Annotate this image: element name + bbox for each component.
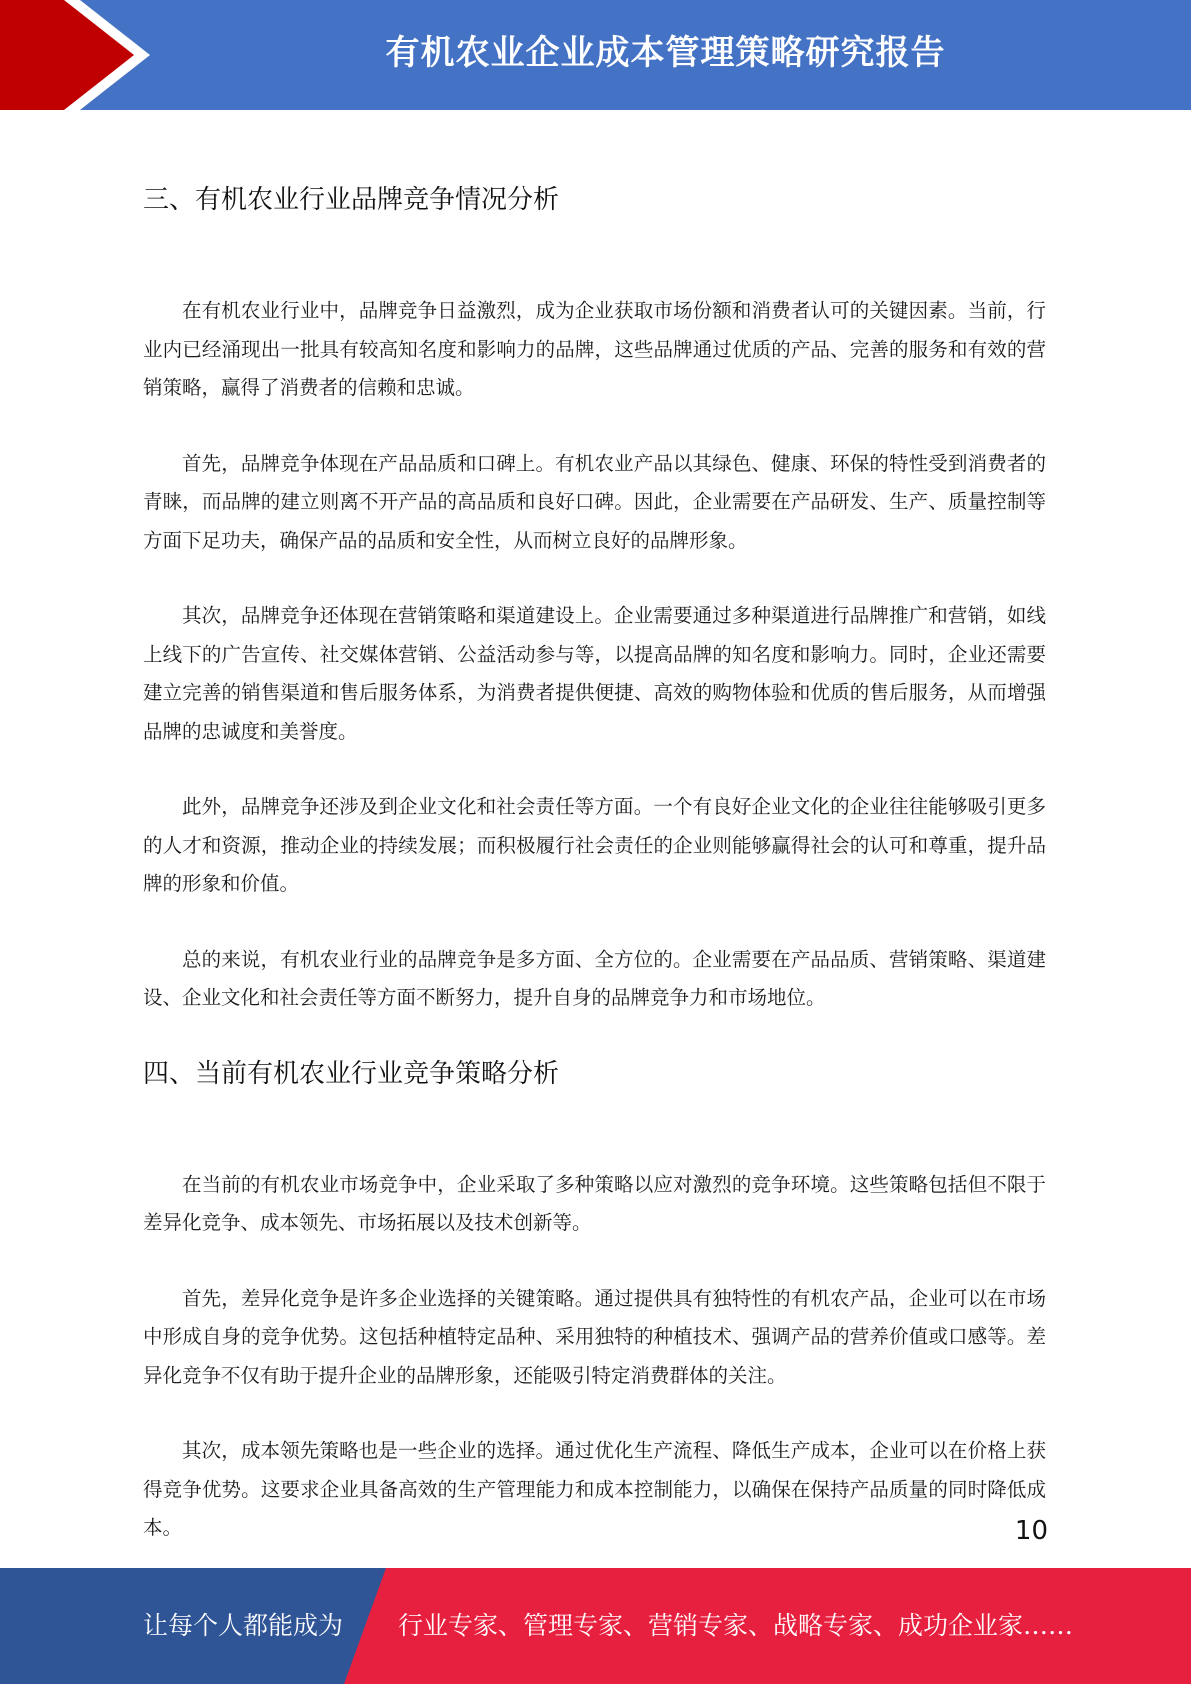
paragraph: 此外，品牌竞争还涉及到企业文化和社会责任等方面。一个有良好企业文化的企业往往能够吸引更多的人才和资源，推动企业的持续发展；而积极履行社会责任的企业则能够赢得社会的认可和尊重，提升品牌的形象和价值。 bbox=[143, 795, 1046, 895]
paragraph: 其次，成本领先策略也是一些企业的选择。通过优化生产流程、降低生产成本，企业可以在价格上获得竞争优势。这要求企业具备高效的生产管理能力和成本控制能力，以确保在保持产品质量的同时降低成本。 bbox=[143, 1439, 1046, 1539]
footer-slogan-left: 让每个人都能成为 bbox=[143, 1611, 344, 1640]
page-content bbox=[143, 170, 1046, 1548]
paragraph: 其次，品牌竞争还体现在营销策略和渠道建设上。企业需要通过多种渠道进行品牌推广和营销，如线上线下的广告宣传、社交媒体营销、公益活动参与等，以提高品牌的知名度和影响力。同时，企业还需要建立完善的销售渠道和售后服务体系，为消费者提供便捷、高效的购物体验和优质的售后服务，从而增强品牌的忠诚度和美誉度。 bbox=[143, 604, 1046, 743]
paragraph: 首先，品牌竞争体现在产品品质和口碑上。有机农业产品以其绿色、健康、环保的特性受到消费者的青睐，而品牌的建立则离不开产品的高品质和良好口碑。因此，企业需要在产品研发、生产、质量控制等方面下足功夫，确保产品的品质和安全性，从而树立良好的品牌形象。 bbox=[143, 451, 1046, 552]
page-number: 10 bbox=[1014, 1516, 1048, 1546]
page-header bbox=[0, 0, 1191, 110]
paragraph: 总的来说，有机农业行业的品牌竞争是多方面、全方位的。企业需要在产品品质、营销策略、渠道建设、企业文化和社会责任等方面不断努力，提升自身的品牌竞争力和市场地位。 bbox=[143, 947, 1046, 1009]
report-title: 有机农业企业成本管理策略研究报告 bbox=[385, 33, 946, 73]
footer-slogan-right: 行业专家、管理专家、营销专家、战略专家、成功企业家…… bbox=[398, 1611, 1074, 1640]
paragraph: 在当前的有机农业市场竞争中，企业采取了多种策略以应对激烈的竞争环境。这些策略包括但不限于差异化竞争、成本领先、市场拓展以及技术创新等。 bbox=[143, 1172, 1046, 1234]
section-heading-4: 四、当前有机农业行业竞争策略分析 bbox=[143, 1058, 560, 1089]
paragraph: 在有机农业行业中，品牌竞争日益激烈，成为企业获取市场份额和消费者认可的关键因素。当前，行业内已经涌现出一批具有较高知名度和影响力的品牌，这些品牌通过优质的产品、完善的服务和有效的营销策略，赢得了消费者的信赖和忠诚。 bbox=[143, 299, 1046, 399]
paragraph: 首先，差异化竞争是许多企业选择的关键策略。通过提供具有独特性的有机农产品，企业可以在市场中形成自身的竞争优势。这包括种植特定品种、采用独特的种植技术、强调产品的营养价值或口感等。差异化竞争不仅有助于提升企业的品牌形象，还能吸引特定消费群体的关注。 bbox=[143, 1286, 1046, 1387]
section-heading-3: 三、有机农业行业品牌竞争情况分析 bbox=[143, 185, 560, 215]
page-footer bbox=[0, 1568, 1191, 1684]
